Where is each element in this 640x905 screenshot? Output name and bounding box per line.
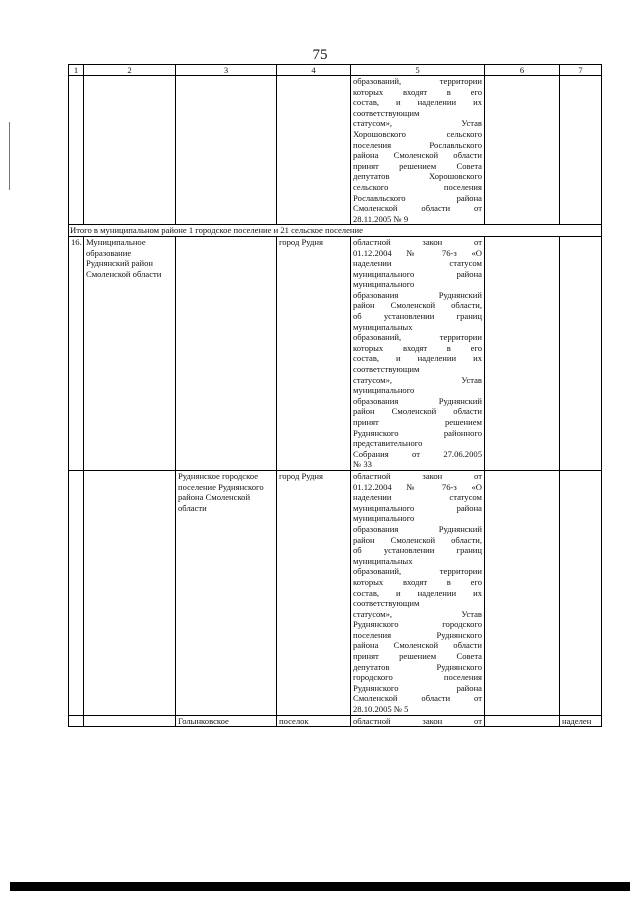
law-line: которых входят в его bbox=[353, 342, 482, 353]
table-row-16 bbox=[69, 236, 602, 470]
law-line: образования Руднянский bbox=[353, 395, 482, 406]
law-line: Руднянского городского bbox=[353, 619, 482, 630]
law-line: муниципального bbox=[353, 279, 415, 290]
law-line: муниципального bbox=[353, 385, 415, 396]
cell-number bbox=[69, 470, 84, 715]
law-line: Хорошовского сельского bbox=[353, 128, 482, 139]
law-line: района Смоленской области bbox=[353, 640, 482, 651]
law-line: городского поселения bbox=[353, 672, 482, 683]
cell-col7 bbox=[560, 76, 602, 225]
law-line: принят решением bbox=[353, 417, 482, 427]
law-line: статусом», Устав bbox=[353, 374, 482, 385]
column-number: 3 bbox=[176, 65, 277, 76]
summary-row bbox=[69, 225, 602, 237]
cell-settlement bbox=[176, 76, 277, 225]
cell-number: 16. bbox=[69, 236, 84, 470]
cell-municipality bbox=[84, 76, 176, 225]
cell-municipality bbox=[84, 470, 176, 715]
law-line: состав, и наделении их bbox=[353, 97, 482, 108]
law-line: состав, и наделении их bbox=[353, 587, 482, 598]
cell-col6 bbox=[485, 236, 560, 470]
cell-law bbox=[351, 76, 485, 225]
law-line: района Смоленской области bbox=[353, 150, 482, 161]
law-line: статусом», Устав bbox=[353, 118, 482, 129]
law-line: состав, и наделении их bbox=[353, 353, 482, 364]
cell-center bbox=[277, 76, 351, 225]
cell-col6 bbox=[485, 76, 560, 225]
page-number: 75 bbox=[312, 47, 328, 63]
cell-col7 bbox=[560, 236, 602, 470]
law-line: сельского поселения bbox=[353, 181, 482, 192]
law-line: наделении статусом bbox=[353, 492, 482, 503]
cell-law bbox=[351, 470, 485, 715]
law-line: поселения Рославльского bbox=[353, 139, 482, 150]
cell-center: город Рудня bbox=[277, 470, 351, 715]
law-line: соответствующим bbox=[353, 364, 420, 375]
law-line: Собрания от 27.06.2005 bbox=[353, 448, 482, 459]
law-line: которых входят в его bbox=[353, 86, 482, 97]
law-line: об установлении границ bbox=[353, 311, 482, 322]
cell-settlement bbox=[176, 236, 277, 470]
column-number-row bbox=[69, 65, 602, 76]
law-line: Смоленской области от bbox=[353, 203, 482, 214]
law-line: муниципальных bbox=[353, 321, 413, 332]
law-line: образований, территории bbox=[353, 566, 482, 577]
law-line: депутатов Хорошовского bbox=[353, 171, 482, 182]
law-line: образования Руднянский bbox=[353, 523, 482, 534]
law-line: наделении статусом bbox=[353, 258, 482, 269]
table-row-continuation bbox=[69, 76, 602, 225]
law-line: район Смоленской области, bbox=[353, 534, 482, 545]
law-line: Рославльского района bbox=[353, 192, 482, 203]
cell-col6 bbox=[485, 715, 560, 727]
law-line: муниципального района bbox=[353, 268, 482, 279]
cell-settlement: Голынковское bbox=[176, 715, 277, 727]
scan-bottom-bar bbox=[10, 882, 630, 891]
cell-law bbox=[351, 236, 485, 470]
law-line: областной закон от bbox=[353, 236, 482, 247]
law-line: 01.12.2004 № 76-з «О bbox=[353, 481, 482, 492]
law-line: муниципального района bbox=[353, 502, 482, 513]
law-line: Руднянского района bbox=[353, 682, 482, 693]
summary-text: Итого в муниципальном районе 1 городское поселение и 21 сельское поселение bbox=[69, 225, 602, 237]
column-number: 6 bbox=[485, 65, 560, 76]
cell-number bbox=[69, 715, 84, 727]
cell-col6 bbox=[485, 470, 560, 715]
law-line: областной закон от bbox=[353, 470, 482, 481]
table-row-rudnya-city bbox=[69, 470, 602, 715]
law-line: район Смоленской области bbox=[353, 406, 482, 417]
column-number: 4 bbox=[277, 65, 351, 76]
law-line: образований, территории bbox=[353, 76, 482, 86]
law-line: район Смоленской области, bbox=[353, 300, 482, 311]
cell-number bbox=[69, 76, 84, 225]
law-line: об установлении границ bbox=[353, 545, 482, 556]
law-line: соответствующим bbox=[353, 598, 420, 609]
law-line: депутатов Руднянского bbox=[353, 661, 482, 672]
cell-center: город Рудня bbox=[277, 236, 351, 470]
table-row-golynki bbox=[69, 715, 602, 727]
law-line: поселения Руднянского bbox=[353, 629, 482, 640]
law-line: Руднянского районного bbox=[353, 427, 482, 438]
law-line: 28.11.2005 № 9 bbox=[353, 213, 409, 224]
law-line: статусом», Устав bbox=[353, 608, 482, 619]
law-line: образований, территории bbox=[353, 332, 482, 343]
cell-note: наделен bbox=[560, 715, 602, 727]
column-number: 2 bbox=[84, 65, 176, 76]
law-line: № 33 bbox=[353, 459, 372, 470]
law-line: которых входят в его bbox=[353, 576, 482, 587]
law-line: принят решением Совета bbox=[353, 160, 482, 171]
law-line: муниципального bbox=[353, 513, 415, 524]
cell-municipality: Муниципальное образование Руднянский район Смоленской области bbox=[84, 236, 176, 470]
cell-municipality bbox=[84, 715, 176, 727]
margin-line bbox=[9, 122, 10, 190]
law-line: образования Руднянский bbox=[353, 289, 482, 300]
law-line: 01.12.2004 № 76-з «О bbox=[353, 247, 482, 258]
cell-law bbox=[351, 715, 485, 727]
law-line: муниципальных bbox=[353, 555, 413, 566]
column-number: 1 bbox=[69, 65, 84, 76]
law-line: представительного bbox=[353, 438, 423, 449]
law-line: 28.10.2005 № 5 bbox=[353, 704, 409, 715]
column-number: 7 bbox=[560, 65, 602, 76]
law-line: принят решением Совета bbox=[353, 651, 482, 662]
law-line: Смоленской области от bbox=[353, 693, 482, 704]
law-line: соответствующим bbox=[353, 107, 420, 118]
law-line: областной закон от bbox=[353, 715, 482, 726]
cell-col7 bbox=[560, 470, 602, 715]
column-number: 5 bbox=[351, 65, 485, 76]
cell-center: поселок bbox=[277, 715, 351, 727]
cell-settlement: Руднянское городское поселение Руднянского района Смоленской области bbox=[176, 470, 277, 715]
municipal-registry-table bbox=[68, 64, 602, 727]
